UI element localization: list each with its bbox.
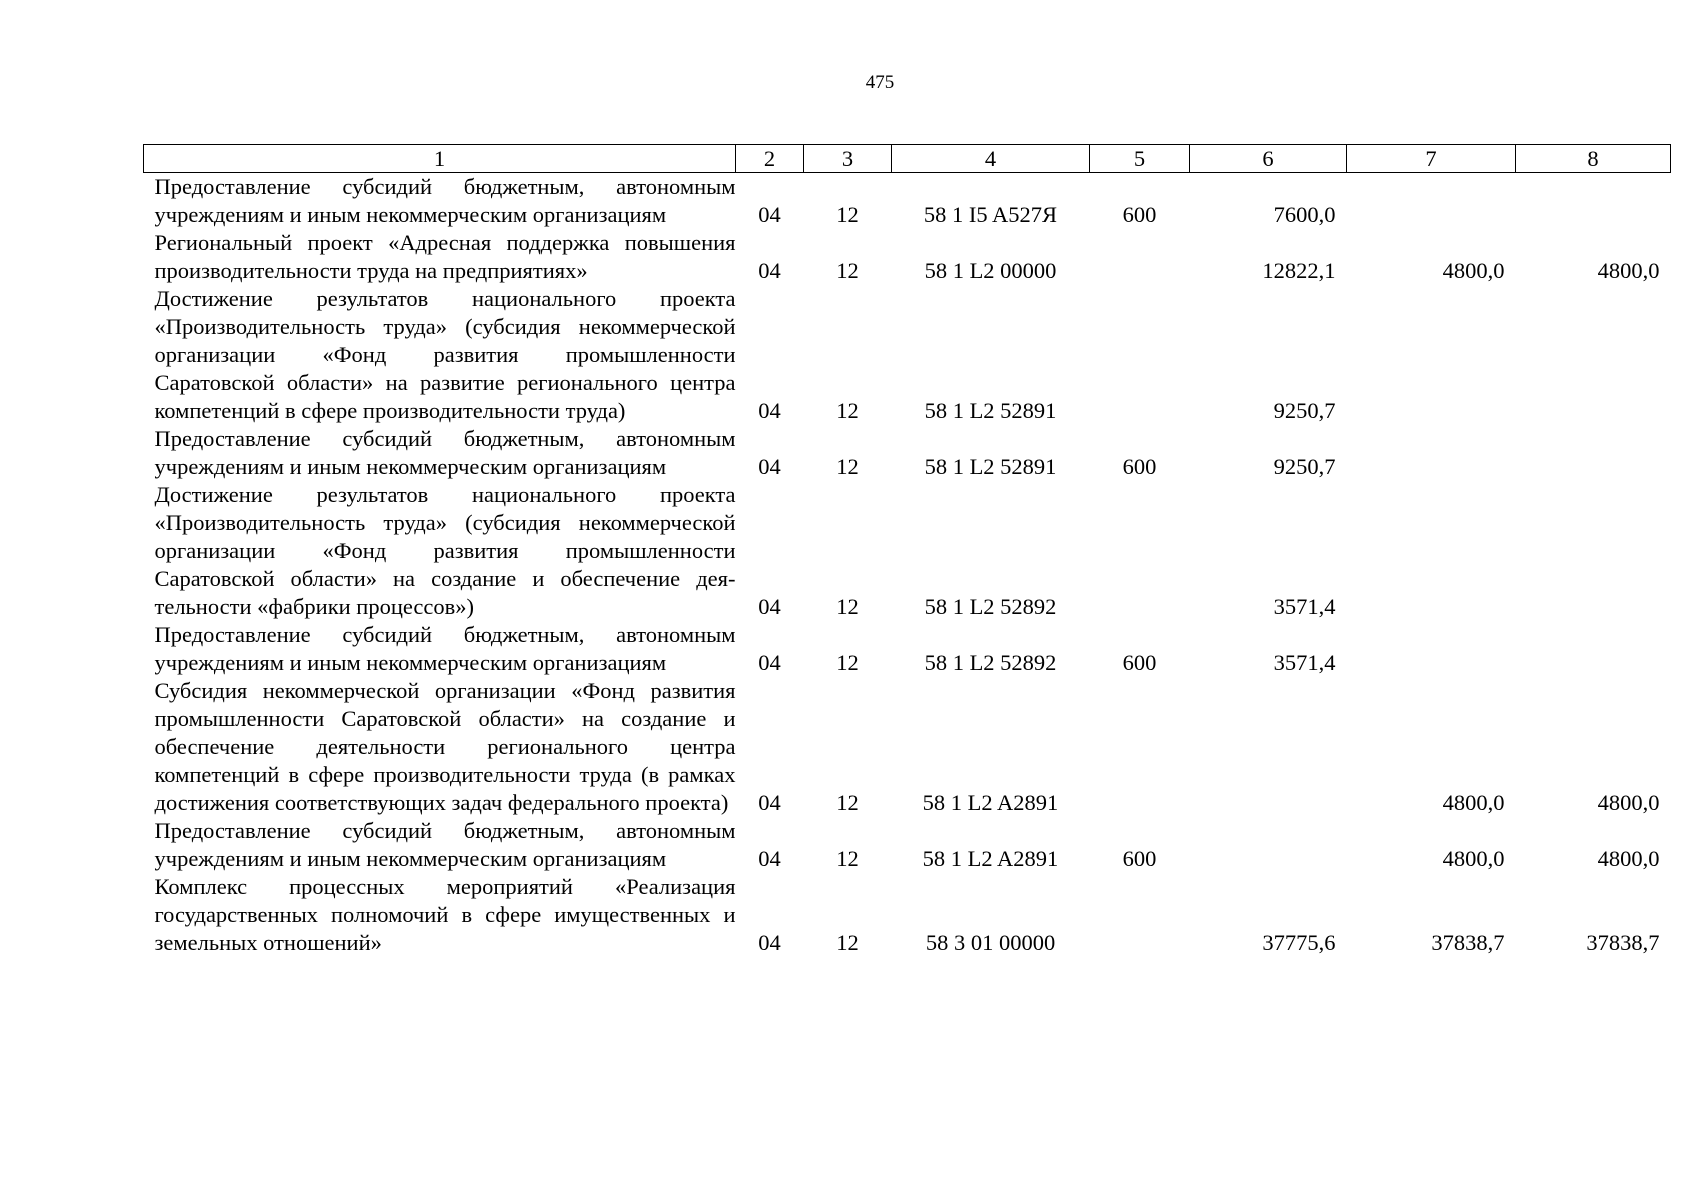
subsection-code: 12 bbox=[836, 650, 859, 675]
amount-col-8: 37838,7 bbox=[1586, 930, 1660, 955]
table-row bbox=[144, 425, 1671, 481]
target-article-code: 58 1 L2 52892 bbox=[924, 594, 1057, 619]
table-row bbox=[144, 817, 1671, 873]
column-header-4: 4 bbox=[892, 145, 1090, 173]
subsection-code: 12 bbox=[836, 930, 859, 955]
row-description: Предоставление субсидий бюджетным, автономным учреждениям и иным некоммерческим организациям bbox=[154, 818, 736, 871]
expense-type-code: 600 bbox=[1122, 846, 1157, 871]
table-row bbox=[144, 481, 1671, 621]
section-code: 04 bbox=[758, 258, 781, 283]
section-code: 04 bbox=[758, 790, 781, 815]
section-code: 04 bbox=[758, 454, 781, 479]
amount-col-7: 4800,0 bbox=[1442, 846, 1505, 871]
amount-col-6: 9250,7 bbox=[1273, 398, 1336, 423]
expense-type-code: 600 bbox=[1122, 650, 1157, 675]
table-row bbox=[144, 173, 1671, 230]
row-description: Предоставление субсидий бюджетным, автономным учреждениям и иным некоммерческим организациям bbox=[154, 174, 736, 227]
table-row bbox=[144, 229, 1671, 285]
target-article-code: 58 1 L2 A2891 bbox=[922, 846, 1059, 871]
column-header-6: 6 bbox=[1190, 145, 1347, 173]
table-row bbox=[144, 873, 1671, 957]
amount-col-8: 4800,0 bbox=[1597, 790, 1660, 815]
target-article-code: 58 1 I5 A527Я bbox=[923, 202, 1058, 227]
amount-col-7 bbox=[1347, 285, 1516, 425]
row-description: Субсидия некоммерческой организации «Фонд развития промышленности Саратовской области» на создание и обеспечение деятельности регионального центра компетенций в сфере производительности труда (в рамках достижения соответствующих задач федерального проекта) bbox=[154, 678, 736, 815]
amount-col-8 bbox=[1516, 425, 1671, 481]
section-code: 04 bbox=[758, 846, 781, 871]
subsection-code: 12 bbox=[836, 258, 859, 283]
expense-type-code bbox=[1090, 285, 1190, 425]
target-article-code: 58 1 L2 A2891 bbox=[922, 790, 1059, 815]
column-header-1: 1 bbox=[144, 145, 736, 173]
expense-type-code: 600 bbox=[1122, 202, 1157, 227]
row-description: Предоставление субсидий бюджетным, автономным учреждениям и иным некоммерческим организациям bbox=[154, 622, 736, 675]
subsection-code: 12 bbox=[836, 846, 859, 871]
amount-col-6 bbox=[1190, 677, 1347, 817]
column-header-5: 5 bbox=[1090, 145, 1190, 173]
amount-col-6: 3571,4 bbox=[1273, 594, 1336, 619]
section-code: 04 bbox=[758, 202, 781, 227]
column-header-7: 7 bbox=[1347, 145, 1516, 173]
row-description: Региональный проект «Адресная поддержка повышения производительности труда на предприятиях» bbox=[154, 230, 736, 283]
target-article-code: 58 1 L2 00000 bbox=[924, 258, 1057, 283]
table-row bbox=[144, 621, 1671, 677]
expense-type-code bbox=[1090, 481, 1190, 621]
target-article-code: 58 1 L2 52891 bbox=[924, 454, 1057, 479]
subsection-code: 12 bbox=[836, 454, 859, 479]
column-header-3: 3 bbox=[804, 145, 892, 173]
expense-type-code bbox=[1090, 677, 1190, 817]
amount-col-8 bbox=[1516, 285, 1671, 425]
column-header-8: 8 bbox=[1516, 145, 1671, 173]
amount-col-6: 12822,1 bbox=[1262, 258, 1336, 283]
subsection-code: 12 bbox=[836, 594, 859, 619]
target-article-code: 58 1 L2 52891 bbox=[924, 398, 1057, 423]
row-description: Достижение результатов национального проекта «Производительность труда» (субсидия некоммерческой организации «Фонд развития промышленности Саратовской области» на создание и обеспечение деятельности «фабрики процессов») bbox=[154, 482, 736, 619]
subsection-code: 12 bbox=[836, 398, 859, 423]
section-code: 04 bbox=[758, 594, 781, 619]
budget-table bbox=[143, 144, 1671, 957]
table-body bbox=[144, 173, 1671, 958]
amount-col-8 bbox=[1516, 481, 1671, 621]
amount-col-6 bbox=[1190, 817, 1347, 873]
section-code: 04 bbox=[758, 398, 781, 423]
column-header-2: 2 bbox=[736, 145, 804, 173]
table-row bbox=[144, 677, 1671, 817]
amount-col-8: 4800,0 bbox=[1597, 258, 1660, 283]
target-article-code: 58 3 01 00000 bbox=[925, 930, 1056, 955]
amount-col-6: 7600,0 bbox=[1273, 202, 1336, 227]
row-description: Предоставление субсидий бюджетным, автономным учреждениям и иным некоммерческим организациям bbox=[154, 426, 736, 479]
row-description: Комплекс процессных мероприятий «Реализация государственных полномочий в сфере имущественных и земельных отношений» bbox=[154, 874, 736, 955]
expense-type-code bbox=[1090, 873, 1190, 957]
amount-col-8 bbox=[1516, 621, 1671, 677]
amount-col-7 bbox=[1347, 481, 1516, 621]
section-code: 04 bbox=[758, 650, 781, 675]
subsection-code: 12 bbox=[836, 202, 859, 227]
amount-col-6: 37775,6 bbox=[1262, 930, 1336, 955]
table-row bbox=[144, 285, 1671, 425]
amount-col-6: 9250,7 bbox=[1273, 454, 1336, 479]
amount-col-8: 4800,0 bbox=[1597, 846, 1660, 871]
header-row bbox=[144, 145, 1671, 173]
target-article-code: 58 1 L2 52892 bbox=[924, 650, 1057, 675]
amount-col-8 bbox=[1516, 173, 1671, 230]
amount-col-7 bbox=[1347, 425, 1516, 481]
subsection-code: 12 bbox=[836, 790, 859, 815]
amount-col-7 bbox=[1347, 621, 1516, 677]
row-description: Достижение результатов национального проекта «Производительность труда» (субсидия некоммерческой организации «Фонд развития промышленности Саратовской области» на развитие регионального центра компетенций в сфере производительности труда) bbox=[154, 286, 736, 423]
amount-col-6: 3571,4 bbox=[1273, 650, 1336, 675]
amount-col-7: 37838,7 bbox=[1431, 930, 1505, 955]
section-code: 04 bbox=[758, 930, 781, 955]
amount-col-7 bbox=[1347, 173, 1516, 230]
expense-type-code: 600 bbox=[1122, 454, 1157, 479]
page-number: 475 bbox=[865, 72, 895, 93]
amount-col-7: 4800,0 bbox=[1442, 258, 1505, 283]
amount-col-7: 4800,0 bbox=[1442, 790, 1505, 815]
table-header bbox=[144, 145, 1671, 173]
expense-type-code bbox=[1090, 229, 1190, 285]
